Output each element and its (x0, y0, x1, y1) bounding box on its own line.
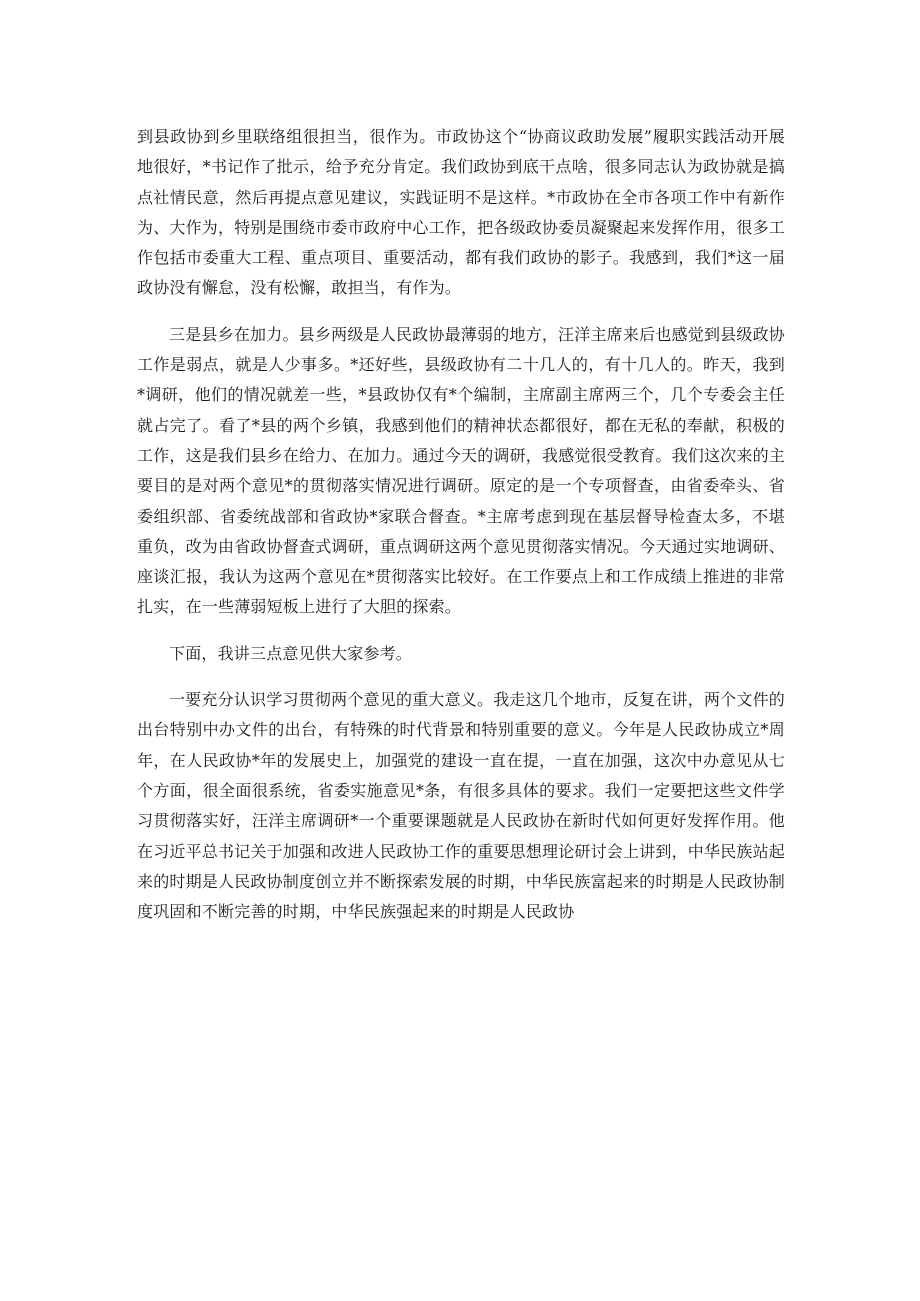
paragraph-continuation: 到县政协到乡里联络组很担当，很作为。市政协这个“协商议政助发展”履职实践活动开展地很好，*书记作了批示，给予充分肯定。我们政协到底干点啥，很多同志认为政协就是搞点社情民意，然后再提点意见建议，实践证明不是这样。*市政协在全市各项工作中有新作为、大作为，特别是围绕市委市政府中心工作，把各级政协委员凝聚起来发挥作用，很多工作包括市委重大工程、重点项目、重要活动，都有我们政协的影子。我感到，我们*这一届政协没有懈怠，没有松懈，敢担当，有作为。 (137, 127, 786, 298)
paragraph-significance: 一要充分认识学习贯彻两个意见的重大意义。我走这几个地市，反复在讲，两个文件的出台特别中办文件的出台，有特殊的时代背景和特别重要的意义。今年是人民政协成立*周年，在人民政协*年的发展史上，加强党的建设一直在提，一直在加强，这次中办意见从七个方面，很全面很系统，省委实施意见*条，有很多具体的要求。我们一定要把这些文件学习贯彻落实好，汪洋主席调研*一个重要课题就是人民政协在新时代如何更好发挥作用。他在习近平总书记关于加强和改进人民政协工作的重要思想理论研讨会上讲到，中华民族站起来的时期是人民政协制度创立并不断探索发展的时期，中华民族富起来的时期是人民政协制度巩固和不断完善的时期，中华民族强起来的时期是人民政协 (137, 690, 786, 922)
paragraph-three-points-intro: 下面，我讲三点意见供大家参考。 (169, 643, 413, 663)
paragraph-county-township: 三是县乡在加力。县乡两级是人民政协最薄弱的地方，汪洋主席来后也感觉到县级政协工作是弱点，就是人少事多。*还好些，县级政协有二十几人的，有十几人的。昨天，我到*调研，他们的情况就差一些，*县政协仅有*个编制，主席副主席两三个，几个专委会主任就占完了。看了*县的两个乡镇，我感到他们的精神状态都很好，都在无私的奉献，积极的工作，这是我们县乡在给力、在加力。通过今天的调研，我感觉很受教育。我们这次来的主要目的是对两个意见*的贯彻落实情况进行调研。原定的是一个专项督查，由省委牵头、省委组织部、省委统战部和省政协*家联合督查。*主席考虑到现在基层督导检查太多，不堪重负，改为由省政协督查式调研，重点调研这两个意见贯彻落实情况。今天通过实地调研、座谈汇报，我认为这两个意见在*贯彻落实比较好。在工作要点上和工作成绩上推进的非常扎实，在一些薄弱短板上进行了大胆的探索。 (137, 324, 786, 617)
document-body (137, 122, 785, 927)
